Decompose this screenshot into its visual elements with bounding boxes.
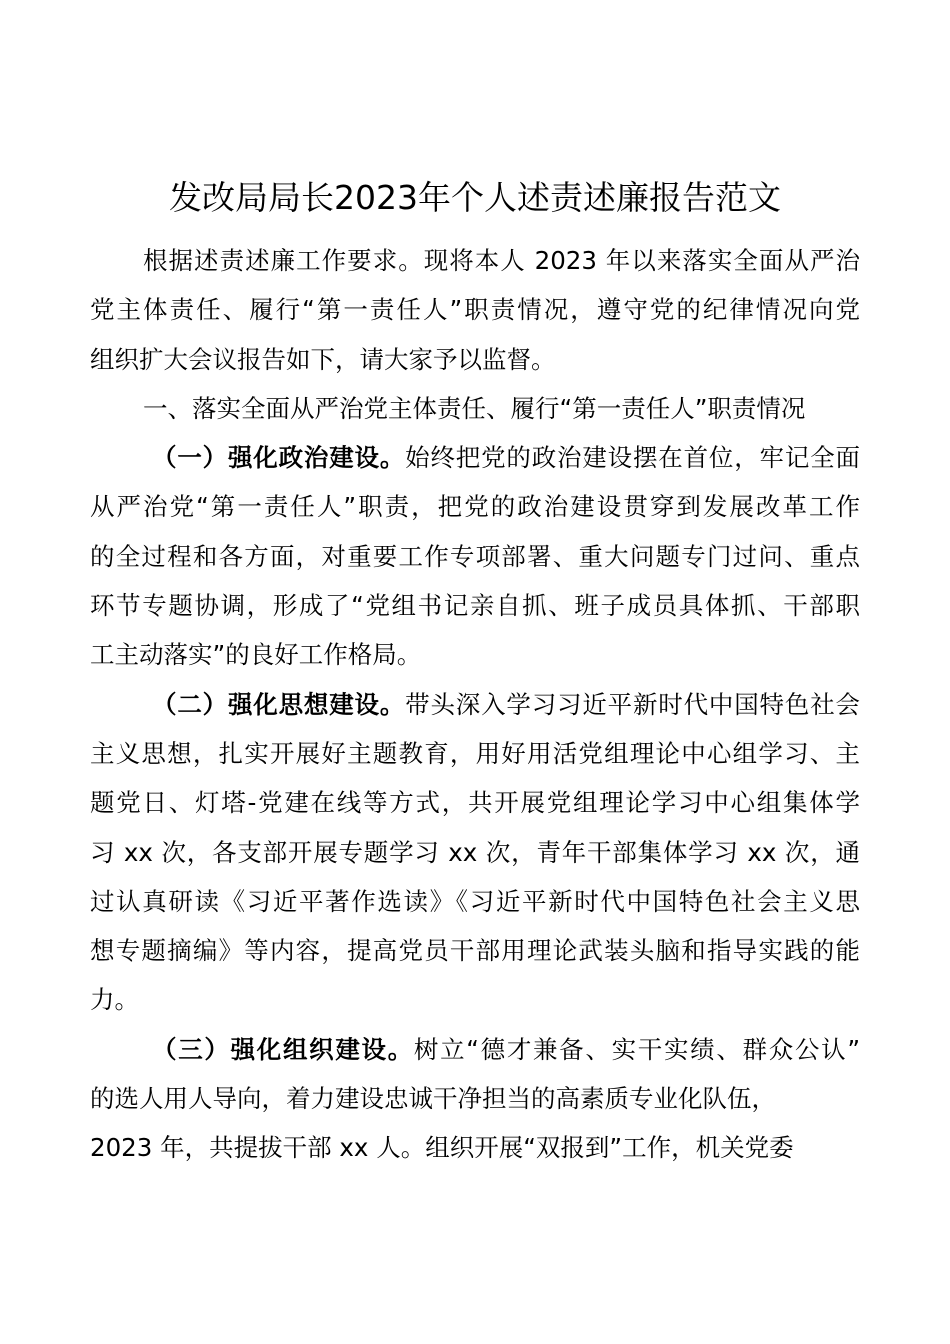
paragraph-1-line: 从严治党“第一责任人”职责，把党的政治建设贯穿到发展改革工作	[90, 492, 860, 522]
paragraph-3-line: 的选人用人导向，着力建设忠诚干净担当的高素质专业化队伍，	[90, 1084, 776, 1114]
paragraph-3-text: 树立“德才兼备、实干实绩、群众公认”	[413, 1034, 861, 1064]
paragraph-1-first-line	[90, 433, 860, 482]
intro-line: 党主体责任、履行“第一责任人”职责情况，遵守党的纪律情况向党	[90, 295, 860, 325]
intro-line: 组织扩大会议报告如下，请大家予以监督。	[90, 344, 556, 374]
paragraph-2-text: 带头深入学习习近平新时代中国特色社会	[405, 689, 861, 719]
paragraph-2-line: 过认真研读《习近平著作选读》《习近平新时代中国特色社会主义思	[90, 886, 860, 916]
paragraph-3-line: 2023 年，共提拔干部 xx 人。组织开展“双报到”工作，机关党委	[90, 1133, 794, 1163]
paragraph-3-lead: （三）强化组织建设。	[152, 1034, 414, 1064]
paragraph-2-line: 力。	[90, 985, 139, 1015]
paragraph-1-line: 的全过程和各方面，对重要工作专项部署、重大问题专门过问、重点	[90, 541, 860, 571]
paragraph-2-line: 主义思想，扎实开展好主题教育，用好用活党组理论中心组学习、主	[90, 738, 860, 768]
paragraph-3-first-line	[90, 1025, 860, 1074]
document-body	[90, 236, 860, 1173]
section-heading: 一、落实全面从严治党主体责任、履行“第一责任人”职责情况	[143, 393, 806, 423]
paragraph-1-lead: （一）强化政治建设。	[152, 443, 406, 473]
document-title: 发改局局长2023年个人述责述廉报告范文	[169, 178, 781, 217]
paragraph-2-line: 题党日、灯塔-党建在线等方式，共开展党组理论学习中心组集体学	[90, 788, 860, 818]
paragraph-2-first-line	[90, 680, 860, 729]
intro-line: 根据述责述廉工作要求。现将本人 2023 年以来落实全面从严治	[143, 246, 860, 275]
paragraph-2-line: 想专题摘编》等内容，提高党员干部用理论武装头脑和指导实践的能	[90, 936, 860, 966]
paragraph-1-text: 始终把党的政治建设摆在首位，牢记全面	[405, 443, 861, 473]
paragraph-2-line: 习 xx 次，各支部开展专题学习 xx 次，青年干部集体学习 xx 次，通	[90, 837, 860, 867]
paragraph-2-lead: （二）强化思想建设。	[152, 689, 406, 719]
paragraph-1-line: 环节专题协调，形成了“党组书记亲自抓、班子成员具体抓、干部职	[90, 591, 860, 621]
paragraph-1-line: 工主动落实”的良好工作格局。	[90, 640, 422, 670]
